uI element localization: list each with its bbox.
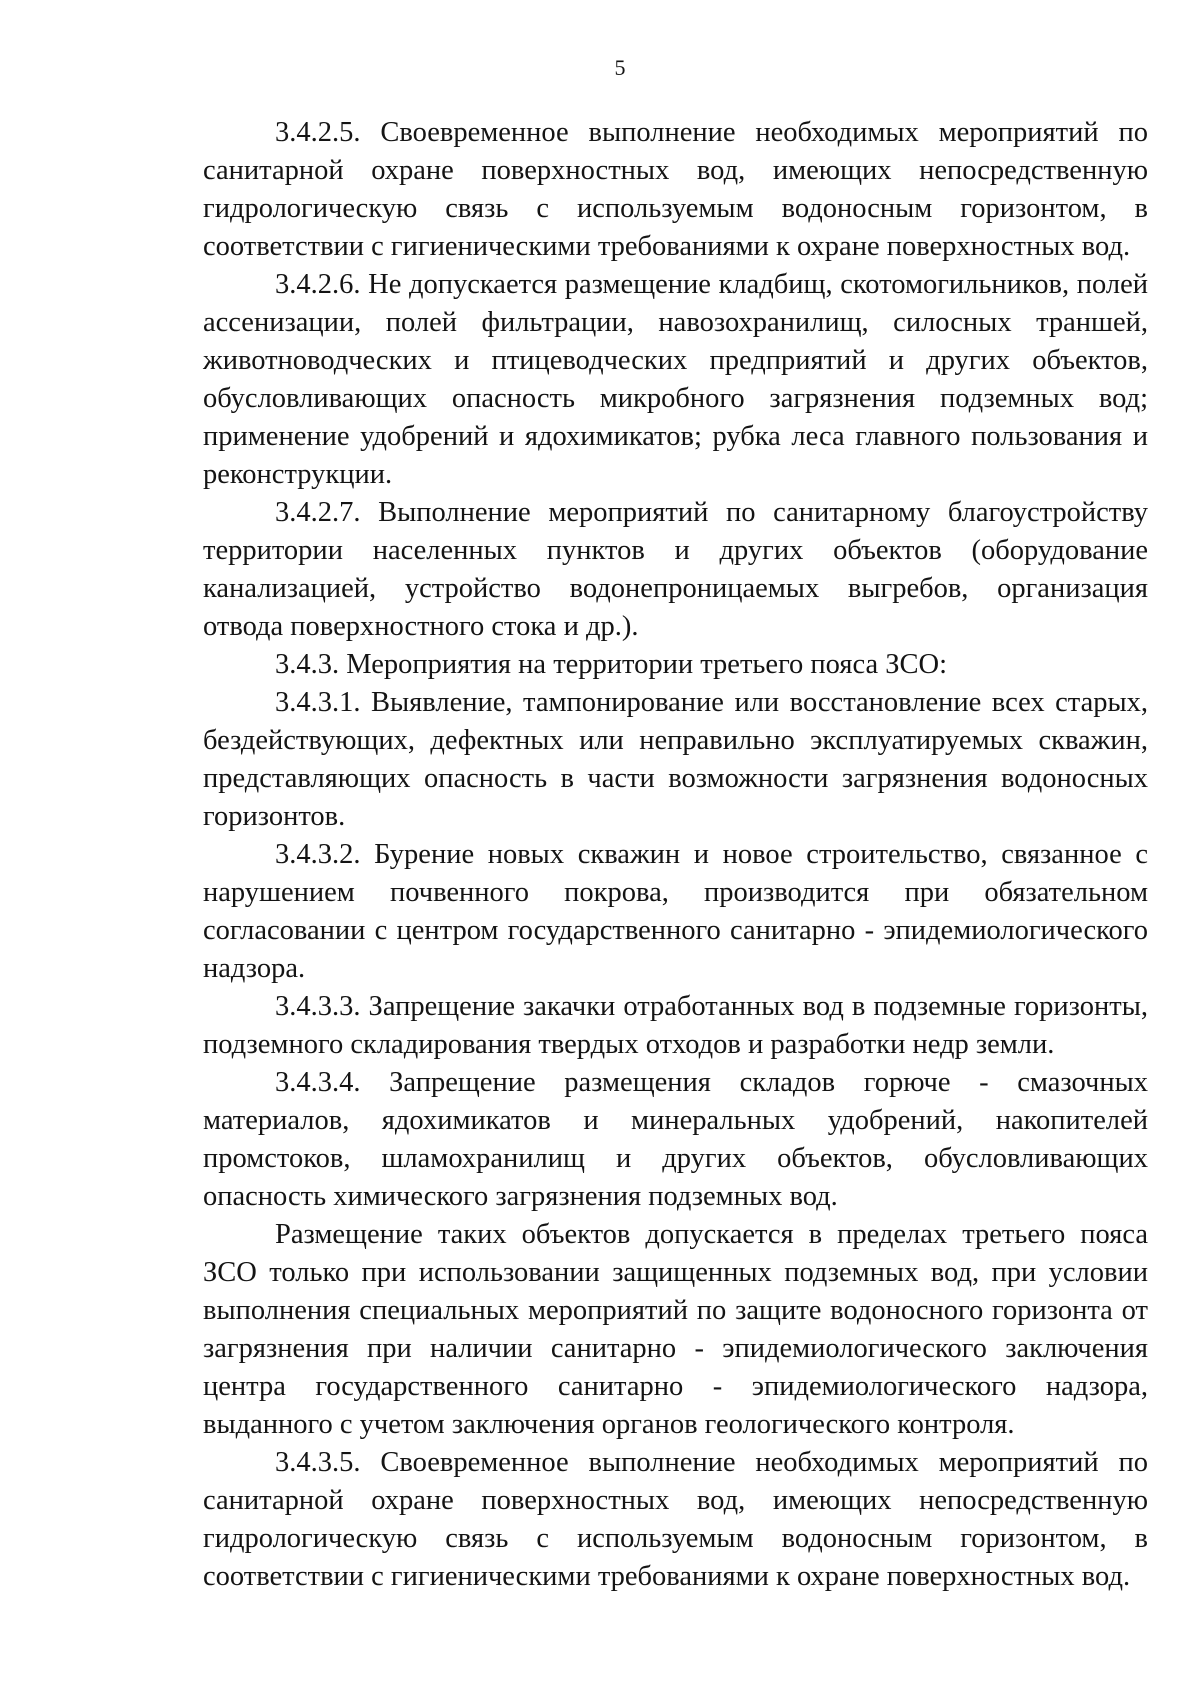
paragraph-3-4-3-1: 3.4.3.1. Выявление, тампонирование или восстановление всех старых, бездействующих, дефектных или неправильно эксплуатируемых скважин, представляющих опасность в части возможности загрязнения водоносных горизонтов. [203, 687, 1148, 832]
paragraph-3-4-2-6: 3.4.2.6. Не допускается размещение кладбищ, скотомогильников, полей ассенизации, полей фильтрации, навозохранилищ, силосных траншей, животноводческих и птицеводческих предприятий и других объектов, обусловливающих опасность микробного загрязнения подземных вод; применение удобрений и ядохимикатов; рубка леса главного пользования и реконструкции. [203, 269, 1148, 490]
paragraph-3-4-3-2: 3.4.3.2. Бурение новых скважин и новое строительство, связанное с нарушением почвенного покрова, производится при обязательном согласовании с центром государственного санитарно - эпидемиологического надзора. [203, 839, 1148, 984]
paragraph-3-4-3-4: 3.4.3.4. Запрещение размещения складов горюче - смазочных материалов, ядохимикатов и минеральных удобрений, накопителей промстоков, шламохранилищ и других объектов, обусловливающих опасность химического загрязнения подземных вод. [203, 1067, 1148, 1212]
paragraph-3-4-3-3: 3.4.3.3. Запрещение закачки отработанных вод в подземные горизонты, подземного складирования твердых отходов и разработки недр земли. [203, 991, 1148, 1060]
document-body [203, 114, 1148, 1596]
paragraph-3-4-2-7: 3.4.2.7. Выполнение мероприятий по санитарному благоустройству территории населенных пунктов и других объектов (оборудование канализацией, устройство водонепроницаемых выгребов, организация отвода поверхностного стока и др.). [203, 497, 1148, 642]
paragraph-3-4-3-5: 3.4.3.5. Своевременное выполнение необходимых мероприятий по санитарной охране поверхностных вод, имеющих непосредственную гидрологическую связь с используемым водоносным горизонтом, в соответствии с гигиеническими требованиями к охране поверхностных вод. [203, 1447, 1148, 1592]
paragraph-3-4-3: 3.4.3. Мероприятия на территории третьего пояса ЗСО: [275, 649, 948, 680]
paragraph-3-4-2-5: 3.4.2.5. Своевременное выполнение необходимых мероприятий по санитарной охране поверхностных вод, имеющих непосредственную гидрологическую связь с используемым водоносным горизонтом, в соответствии с гигиеническими требованиями к охране поверхностных вод. [203, 117, 1148, 262]
paragraph-placement-note: Размещение таких объектов допускается в пределах третьего пояса ЗСО только при использовании защищенных подземных вод, при условии выполнения специальных мероприятий по защите водоносного горизонта от загрязнения при наличии санитарно - эпидемиологического заключения центра государственного санитарно - эпидемиологического надзора, выданного с учетом заключения органов геологического контроля. [203, 1219, 1148, 1440]
page-number: 5 [614, 55, 626, 80]
